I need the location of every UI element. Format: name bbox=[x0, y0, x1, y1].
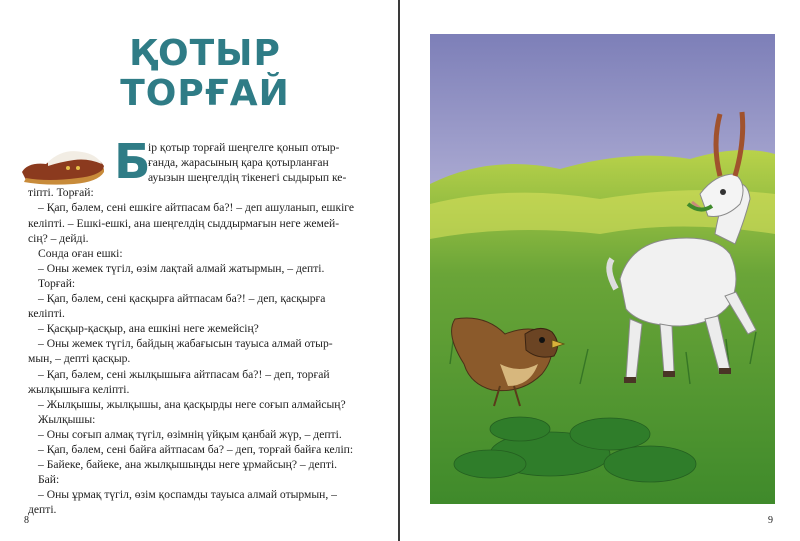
text-line: – Қап, бәлем, сені қасқырға айтпасам ба?! – деп, қасқырға bbox=[38, 292, 326, 305]
text-line: келіпті. – Ешкі-ешкі, ана шеңгелдің сыддырмағын неге жемей- bbox=[28, 216, 340, 230]
text-line: – Қасқыр-қасқыр, ана ешкіні неге жемейсің? bbox=[38, 322, 259, 336]
text-line: – Жылқышы, жылқышы, ана қасқырды неге соғып алмайсың? bbox=[38, 397, 346, 411]
story-title-line1: ҚОТЫР bbox=[129, 33, 281, 74]
left-page bbox=[0, 0, 398, 541]
text-line: – Оны жемек түгіл, байдың жабағысын тауыса алмай отыр- bbox=[38, 337, 333, 351]
text-line: – Қап, бәлем, сені ешкіге айтпасам ба?! – деп ашуланып, ешкіге bbox=[38, 201, 355, 215]
text-line: Жылқышы: bbox=[38, 412, 96, 426]
text-line: тіпті. Торғай: bbox=[28, 186, 94, 200]
page-number-right: 9 bbox=[768, 515, 773, 526]
page-number-left: 8 bbox=[24, 515, 29, 526]
text-line: Сонда оған ешкі: bbox=[38, 246, 123, 260]
sparrow-goat-illustration bbox=[430, 34, 775, 504]
text-line: – Оны соғып алмақ түгіл, өзімнің үйқым қанбай жүр, – депті. bbox=[38, 427, 342, 441]
text-line: Торғай: bbox=[38, 276, 76, 290]
text-line: сің? – дейді. bbox=[28, 231, 89, 245]
text-line: – Оны ұрмақ түгіл, өзім қоспамды тауыса алмай отырмын, – bbox=[38, 488, 337, 502]
text-line: ір қотыр торғай шеңгелге қонып отыр- bbox=[148, 141, 340, 154]
text-line: ғанда, жарасының қара қотырланған bbox=[148, 156, 329, 170]
text-line: Бай: bbox=[38, 473, 60, 487]
drop-cap: Б bbox=[114, 134, 151, 190]
text-line: ауызын шеңгелдің тікенегі сыдырып ке- bbox=[148, 171, 347, 185]
text-line: депті. bbox=[28, 503, 57, 517]
text-line: келіпті. bbox=[28, 307, 65, 321]
text-line: – Оны жемек түгіл, өзім лақтай алмай жатырмын, – депті. bbox=[38, 261, 325, 275]
story-title-line2: ТОРҒАЙ bbox=[120, 73, 290, 114]
slipper-icon bbox=[18, 144, 108, 186]
text-line: жылқышыға келіпті. bbox=[28, 382, 130, 396]
text-line: – Қап, бәлем, сені жылқышыға айтпасам ба?! – деп, торғай bbox=[38, 367, 330, 381]
text-line: – Қап, бәлем, сені байға айтпасам ба? – деп, торғай байға келіп: bbox=[38, 443, 354, 456]
text-line: – Байеке, байеке, ана жылқышыңды неге ұрмайсың? – депті. bbox=[38, 458, 338, 472]
text-line: мын, – депті қасқыр. bbox=[28, 352, 131, 366]
